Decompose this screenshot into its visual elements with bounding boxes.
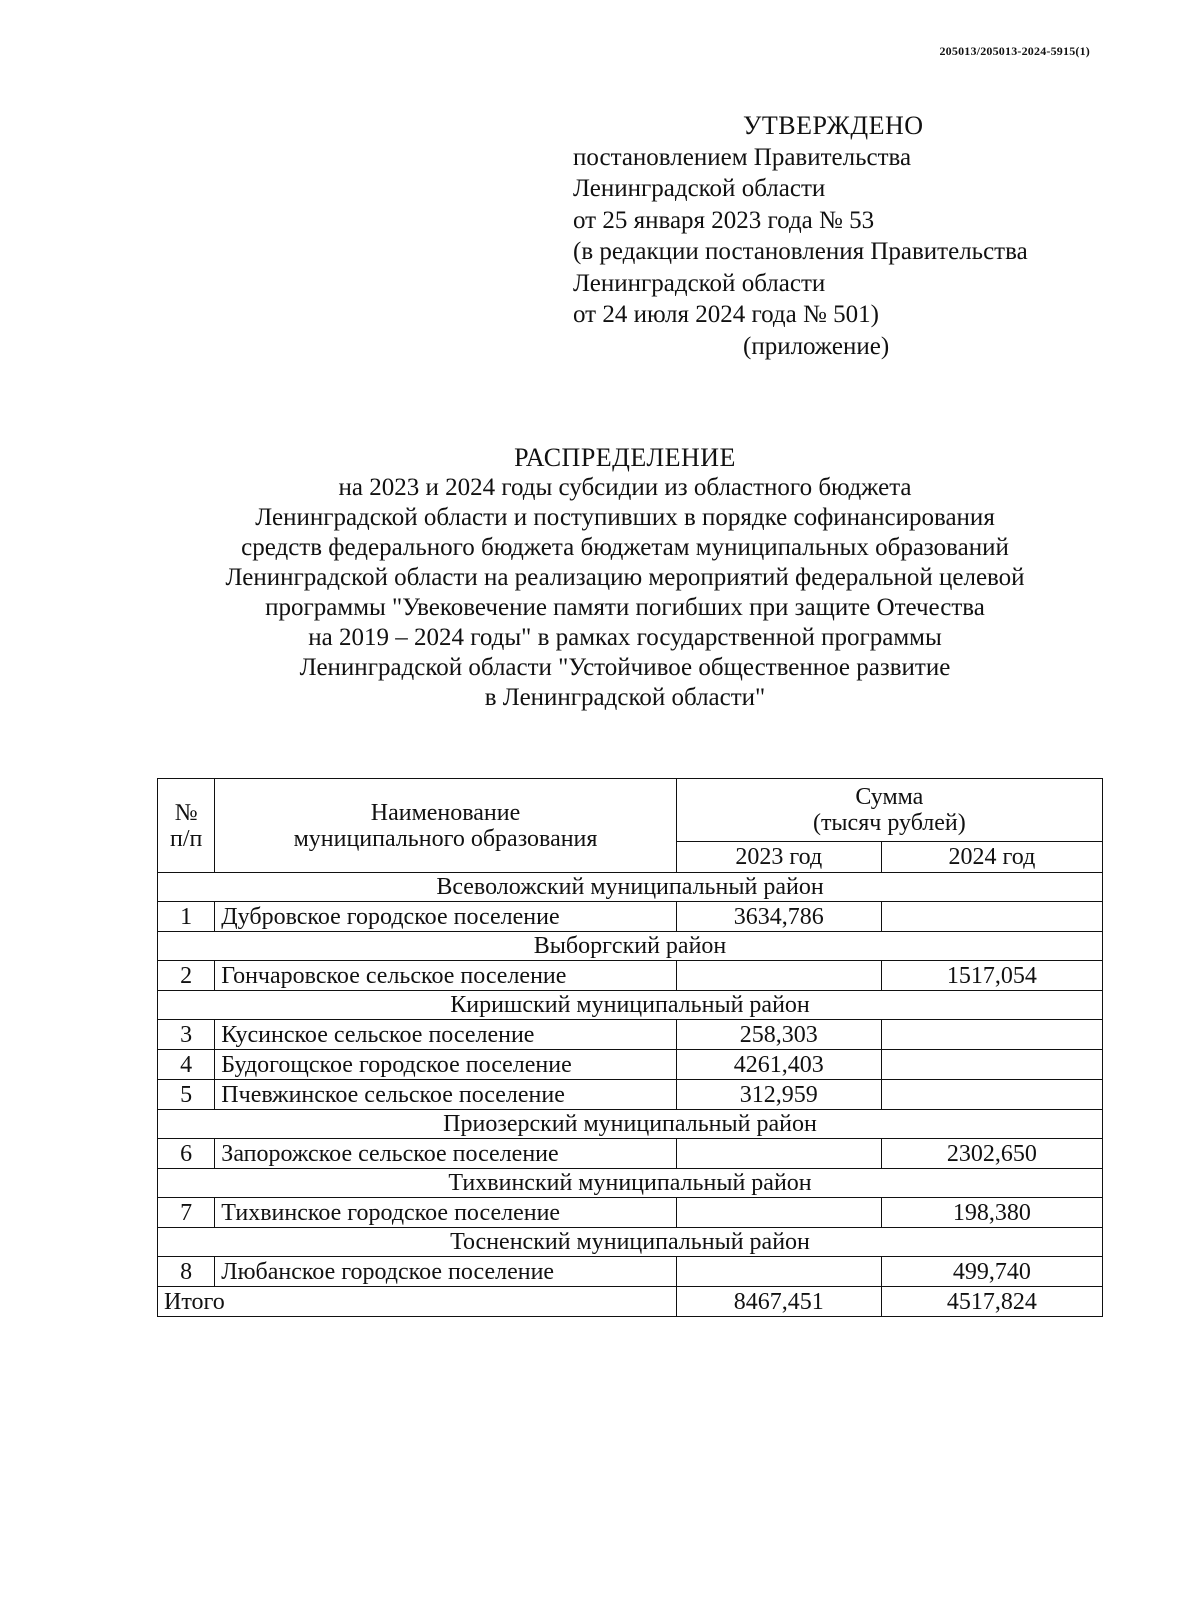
district-row xyxy=(158,1169,1103,1198)
approval-block xyxy=(573,110,1113,362)
header-name-line2: муниципального образования xyxy=(293,825,598,852)
heading-title: РАСПРЕДЕЛЕНИЕ xyxy=(514,443,736,472)
row-value-2023: 312,959 xyxy=(676,1080,881,1110)
header-sum xyxy=(676,779,1102,842)
table-row xyxy=(158,1198,1103,1228)
row-value-2024 xyxy=(881,902,1102,932)
row-number: 5 xyxy=(158,1080,215,1110)
district-name: Тихвинский муниципальный район xyxy=(158,1169,1103,1198)
document-id: 205013/205013-2024-5915(1) xyxy=(939,44,1090,58)
row-number: 7 xyxy=(158,1198,215,1228)
district-name: Приозерский муниципальный район xyxy=(158,1110,1103,1139)
heading-line: на 2019 – 2024 годы" в рамках государственной программы xyxy=(308,624,942,651)
row-number: 3 xyxy=(158,1020,215,1050)
header-sum-line1: Сумма xyxy=(855,784,924,810)
table-row xyxy=(158,1020,1103,1050)
approval-line: от 25 января 2023 года № 53 xyxy=(573,206,875,234)
district-row xyxy=(158,932,1103,961)
heading-line: на 2023 и 2024 годы субсидии из областного бюджета xyxy=(338,474,912,501)
row-value-2023: 3634,786 xyxy=(676,902,881,932)
heading-line: в Ленинградской области" xyxy=(484,684,766,711)
row-name: Кусинское сельское поселение xyxy=(215,1020,676,1050)
row-number: 6 xyxy=(158,1139,215,1169)
approval-line: Ленинградской области xyxy=(573,175,826,202)
row-value-2023 xyxy=(676,961,881,991)
approval-line: Ленинградской области xyxy=(573,269,826,297)
district-name: Киришский муниципальный район xyxy=(158,991,1103,1020)
district-name: Тосненский муниципальный район xyxy=(158,1228,1103,1257)
document-heading xyxy=(100,443,1150,713)
table-row xyxy=(158,961,1103,991)
row-name: Любанское городское поселение xyxy=(215,1257,676,1287)
total-row xyxy=(158,1287,1103,1317)
header-number-symbol: № xyxy=(174,799,198,826)
row-number: 8 xyxy=(158,1257,215,1287)
district-row xyxy=(158,1110,1103,1139)
row-name: Пчевжинское сельское поселение xyxy=(215,1080,676,1110)
row-value-2023 xyxy=(676,1257,881,1287)
approval-line: постановлением Правительства xyxy=(573,143,912,171)
table-row xyxy=(158,902,1103,932)
header-name xyxy=(215,779,676,873)
header-number xyxy=(158,779,215,873)
table-header-row xyxy=(158,779,1103,842)
row-value-2024: 499,740 xyxy=(881,1257,1102,1287)
table-row xyxy=(158,1050,1103,1080)
total-label: Итого xyxy=(158,1287,677,1317)
total-value-2023: 8467,451 xyxy=(676,1287,881,1317)
row-value-2024: 2302,650 xyxy=(881,1139,1102,1169)
header-year-2024: 2024 год xyxy=(881,842,1102,873)
district-row xyxy=(158,873,1103,902)
table-row xyxy=(158,1080,1103,1110)
row-value-2023: 4261,403 xyxy=(676,1050,881,1080)
row-name: Тихвинское городское поселение xyxy=(215,1198,676,1228)
table-row xyxy=(158,1257,1103,1287)
row-name: Будогощское городское поселение xyxy=(215,1050,676,1080)
distribution-table xyxy=(157,778,1103,1317)
row-value-2024: 198,380 xyxy=(881,1198,1102,1228)
header-name-line1: Наименование xyxy=(370,799,521,826)
row-value-2024 xyxy=(881,1050,1102,1080)
header-sum-line2: (тысяч рублей) xyxy=(812,810,966,836)
row-value-2023: 258,303 xyxy=(676,1020,881,1050)
district-row xyxy=(158,991,1103,1020)
row-value-2024: 1517,054 xyxy=(881,961,1102,991)
heading-line: программы "Увековечение памяти погибших при защите Отечества xyxy=(265,594,985,621)
row-name: Гончаровское сельское поселение xyxy=(215,961,676,991)
row-name: Дубровское городское поселение xyxy=(215,902,676,932)
row-name: Запорожское сельское поселение xyxy=(215,1139,676,1169)
heading-line: средств федерального бюджета бюджетам муниципальных образований xyxy=(241,534,1009,561)
total-value-2024: 4517,824 xyxy=(881,1287,1102,1317)
header-number-abbr: п/п xyxy=(169,825,203,852)
heading-line: Ленинградской области на реализацию мероприятий федеральной целевой xyxy=(225,564,1025,591)
row-value-2024 xyxy=(881,1080,1102,1110)
approval-appendix: (приложение) xyxy=(743,332,890,360)
heading-line: Ленинградской области и поступивших в порядке софинансирования xyxy=(255,504,995,531)
row-number: 1 xyxy=(158,902,215,932)
header-year-2023: 2023 год xyxy=(676,842,881,873)
district-row xyxy=(158,1228,1103,1257)
row-number: 2 xyxy=(158,961,215,991)
district-name: Выборгский район xyxy=(158,932,1103,961)
heading-line: Ленинградской области "Устойчивое общественное развитие xyxy=(299,654,951,681)
row-value-2023 xyxy=(676,1139,881,1169)
approval-line: от 24 июля 2024 года № 501) xyxy=(573,301,879,328)
row-value-2024 xyxy=(881,1020,1102,1050)
row-number: 4 xyxy=(158,1050,215,1080)
table-row xyxy=(158,1139,1103,1169)
approval-title: УТВЕРЖДЕНО xyxy=(743,111,924,140)
district-name: Всеволожский муниципальный район xyxy=(158,873,1103,902)
row-value-2023 xyxy=(676,1198,881,1228)
approval-line: (в редакции постановления Правительства xyxy=(573,238,1028,265)
